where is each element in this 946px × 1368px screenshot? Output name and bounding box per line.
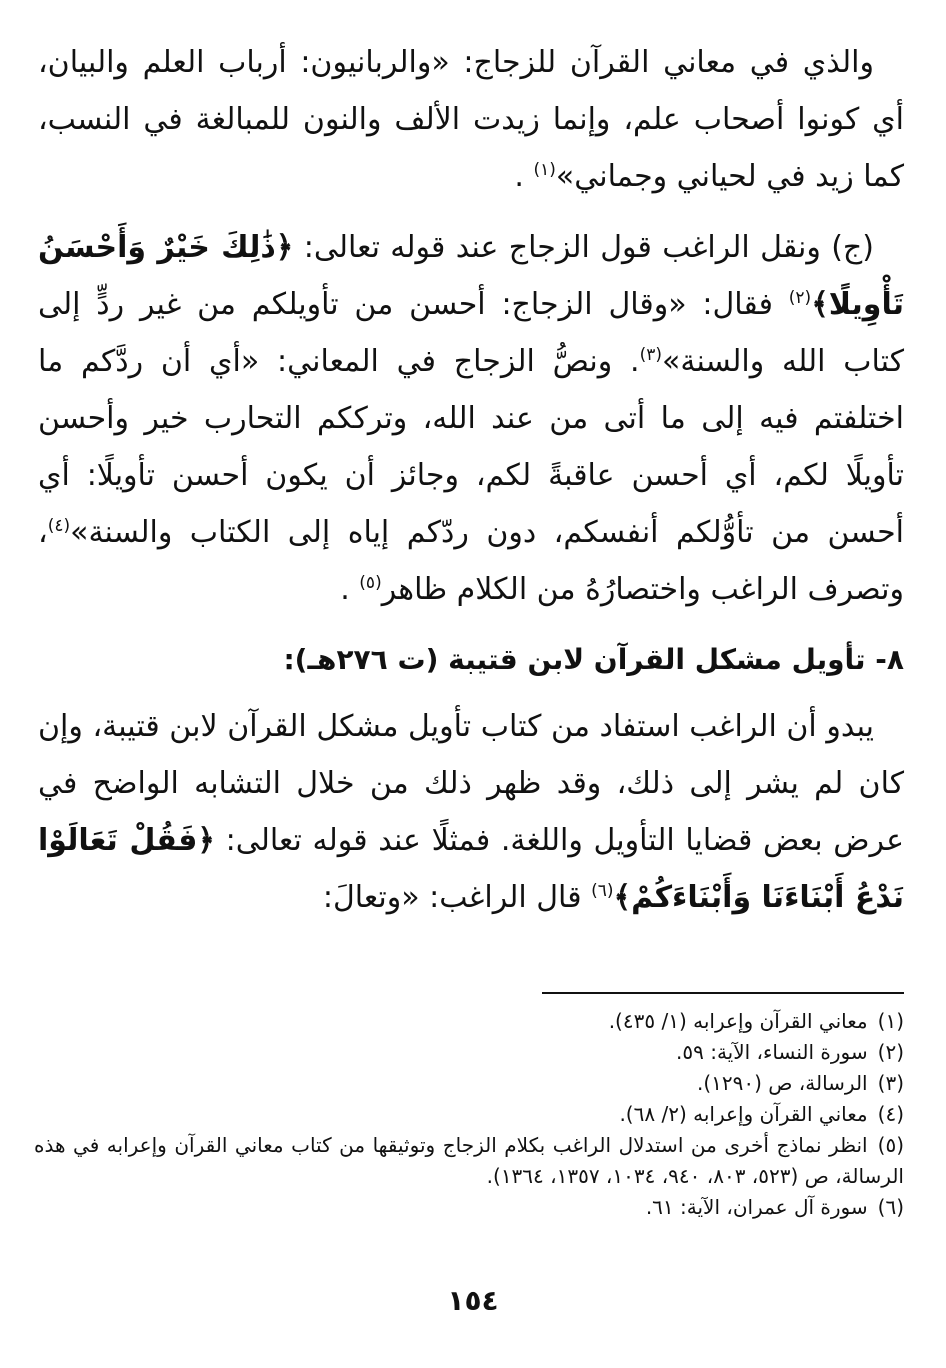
footnote-ref-6[interactable]: (٦) <box>591 881 614 901</box>
footnote-number: (٤) <box>877 1102 904 1126</box>
footnote-text: سورة آل عمران، الآية: ٦١. <box>645 1195 868 1219</box>
paragraph-zajjaj-quote <box>38 34 904 205</box>
footnote-number: (٦) <box>877 1195 904 1219</box>
footnote-text: انظر نماذج أخرى من استدلال الراغب بكلام الزجاج وتوثيقها من كتاب معاني القرآن وإعرابه في هذه الرسالة، ص (٥٢٣، ٨٠٣، ٩٤٠، ١٠٣٤، ١٣٥٧، ١٣٦٤). <box>34 1133 904 1188</box>
footnote-number: (٥) <box>877 1133 904 1157</box>
paragraph-text: يبدو أن الراغب استفاد من كتاب تأويل مشكل القرآن لابن قتيبة، وإن كان لم يشر إلى ذلك، وقد ظهر ذلك من خلال التشابه الواضح في عرض بعض قضايا التأويل واللغة. فمثلًا عند قوله تعالى: <box>38 709 904 858</box>
paragraph-text: والذي في معاني القرآن للزجاج: «والربانيون: أرباب العلم والبيان، أي كونوا أصحاب علم، وإنما زيدت الألف والنون للمبالغة في النسب، كما زيد في لحياني وجماني» <box>38 45 904 194</box>
footnote-number: (٢) <box>877 1040 904 1064</box>
page-number: ١٥٤ <box>447 1284 499 1317</box>
footnote-text: سورة النساء، الآية: ٥٩. <box>676 1040 868 1064</box>
footnote-number: (٣) <box>877 1071 904 1095</box>
footnotes <box>34 1006 904 1223</box>
paragraph-ibn-qutayba <box>38 698 904 926</box>
paragraph-text: . ونصُّ الزجاج في المعاني: «أي أن ردَّكم ما اختلفتم فيه إلى ما أتى من عند الله، وترككم التحارب خير وأحسن تأويلًا لكم، أي أحسن عاقبةً لكم، وجائز أن يكون أحسن تأويلًا: أي أحسن من تأوُّلكم أنفسكم، دون ردّكم إياه إلى الكتاب والسنة» <box>38 344 904 550</box>
paragraph-text: . <box>514 159 534 194</box>
quran-verse: ﴿فَقُلْ تَعَالَوْا نَدْعُ أَبْنَاءَنَا وَأَبْنَاءَكُمْ﴾ <box>38 823 904 915</box>
page-body <box>38 34 904 940</box>
paragraph-text: . <box>340 572 360 607</box>
footnote-text: معاني القرآن وإعرابه (١/ ٤٣٥). <box>608 1009 868 1033</box>
footnote-item <box>34 1192 904 1223</box>
footnote-item <box>34 1006 904 1037</box>
quran-verse: ﴿ذَٰلِكَ خَيْرٌ وَأَحْسَنُ تَأْوِيلًا﴾ <box>38 230 904 322</box>
paragraph-text: فقال: «وقال الزجاج: أحسن من تأويلكم من غير ردٍّ إلى كتاب الله والسنة» <box>38 287 904 379</box>
section-heading: ٨- تأويل مشكل القرآن لابن قتيبة (ت ٢٧٦هـ): <box>283 643 904 676</box>
footnote-number: (١) <box>877 1009 904 1033</box>
footnote-divider <box>542 992 904 994</box>
footnote-ref-2[interactable]: (٢) <box>788 288 812 308</box>
paragraph-text: (ج) ونقل الراغب قول الزجاج عند قوله تعالى: <box>293 230 875 265</box>
paragraph-text: قال الراغب: «وتعالَ: <box>322 880 592 915</box>
footnote-item <box>34 1099 904 1130</box>
footnote-item <box>34 1068 904 1099</box>
footnote-ref-1[interactable]: (١) <box>533 160 556 180</box>
footnote-item <box>34 1130 904 1192</box>
footnote-item <box>34 1037 904 1068</box>
footnote-text: الرسالة، ص (١٢٩٠). <box>696 1071 868 1095</box>
footnote-text: معاني القرآن وإعرابه (٢/ ٦٨). <box>619 1102 868 1126</box>
footnote-ref-5[interactable]: (٥) <box>359 573 382 593</box>
footnote-ref-3[interactable]: (٣) <box>639 345 662 365</box>
paragraph-raghib-transfer <box>38 219 904 618</box>
footnote-ref-4[interactable]: (٤) <box>47 516 71 536</box>
paragraph-text: ، وتصرف الراغب واختصارُهُ من الكلام ظاهر <box>38 515 904 607</box>
